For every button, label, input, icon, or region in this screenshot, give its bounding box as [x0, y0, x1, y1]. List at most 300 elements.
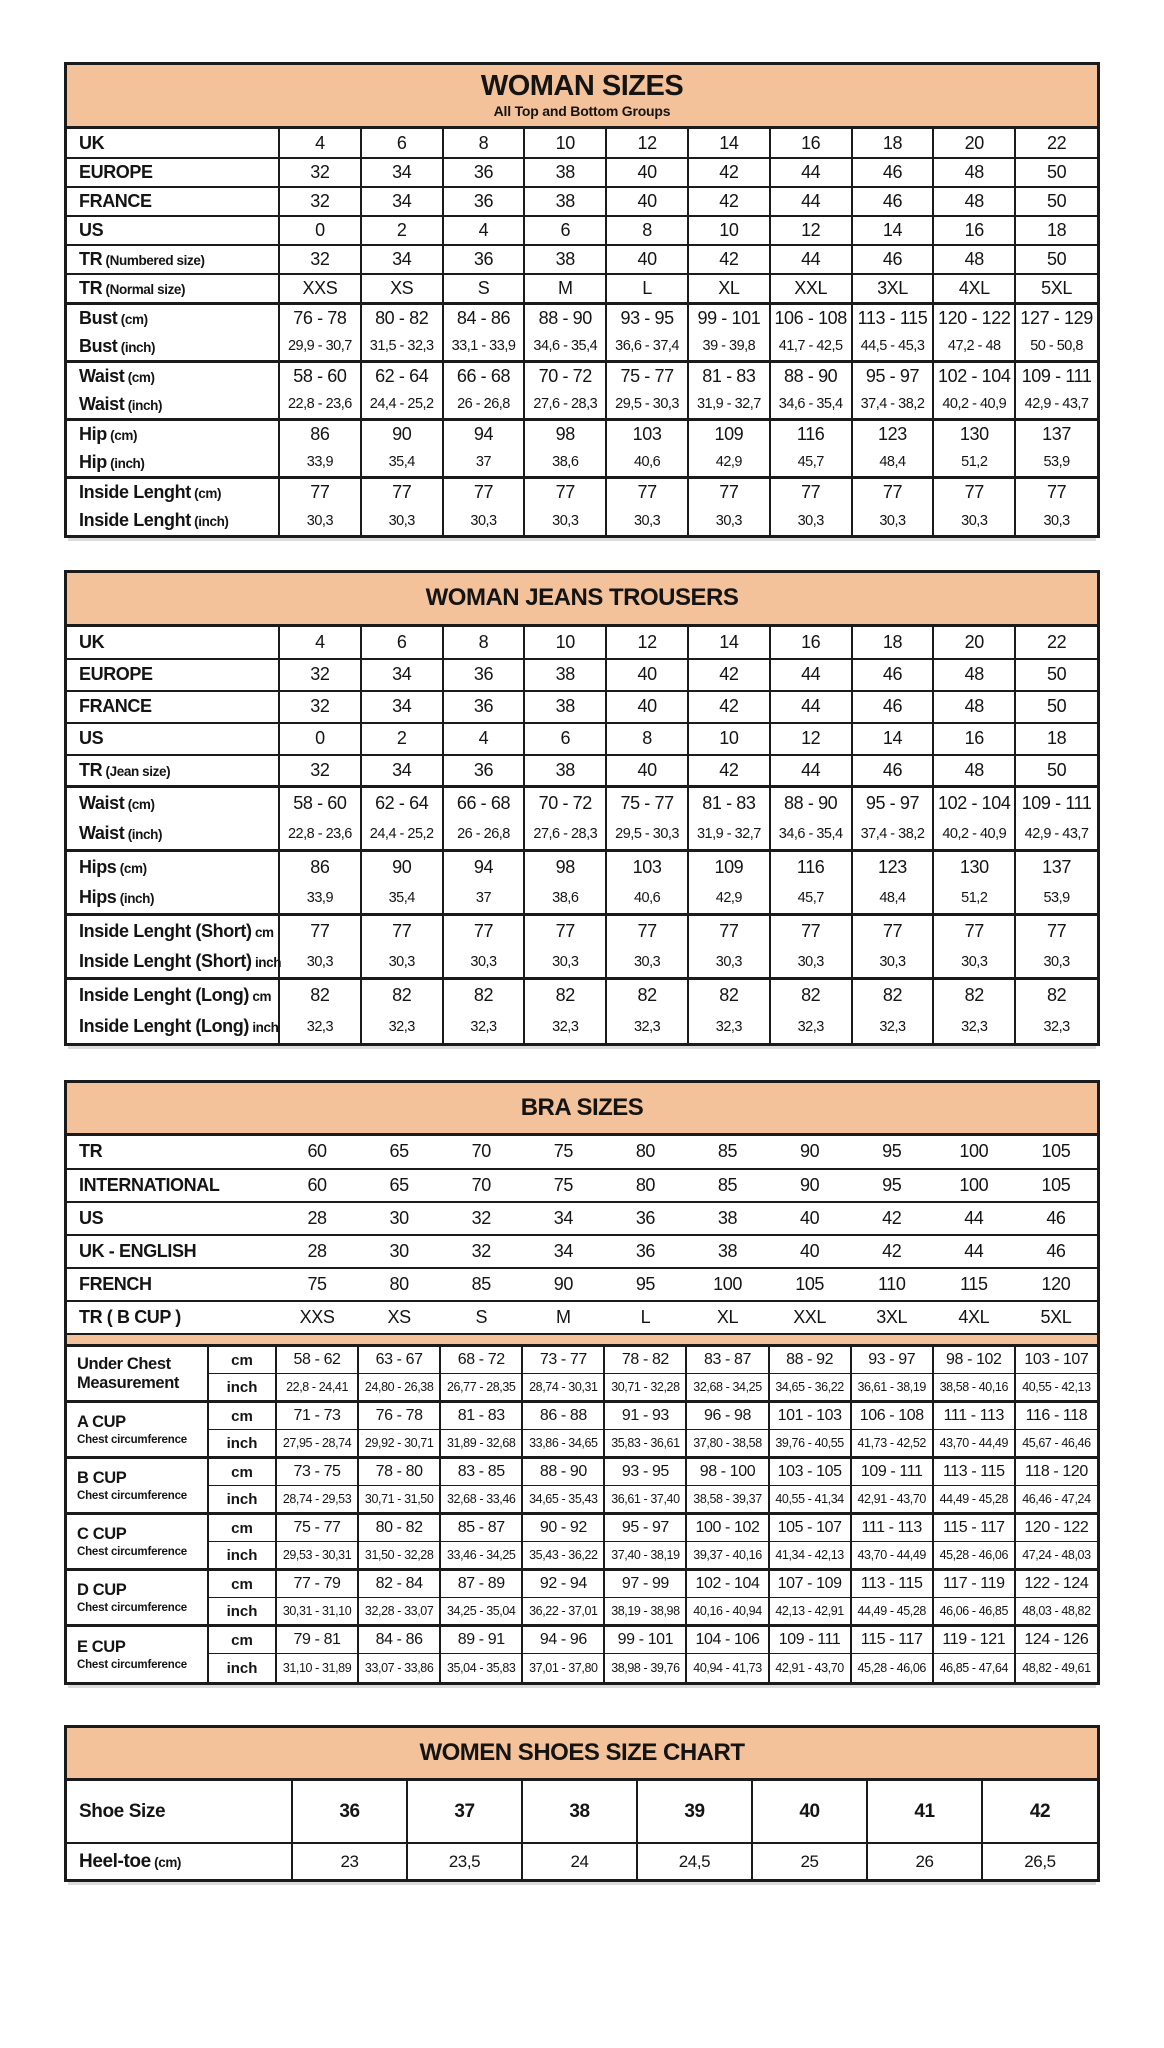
cell-value: 90 [522, 1268, 604, 1301]
cell-value: 30,3 [770, 947, 852, 979]
cell-value: 102 - 104 [686, 1570, 768, 1598]
row-label [67, 448, 279, 477]
cell-value: 95 [882, 1141, 902, 1162]
cell-value: 66 - 68 [443, 787, 525, 819]
cell-value: 30 [358, 1235, 440, 1268]
table-row [67, 819, 1097, 851]
unit-cell: inch [208, 1430, 276, 1458]
table-row [67, 1514, 1097, 1542]
cell-value: 137 [1015, 851, 1097, 883]
cell-value: 119 - 121 [933, 1626, 1015, 1654]
cell-value: 63 - 67 [358, 1346, 440, 1374]
cell-value: 32,68 - 33,46 [440, 1486, 522, 1514]
cell-value: 39 [637, 1781, 752, 1843]
row-label-unit: (cm) [124, 796, 155, 812]
cell-value: 46 [852, 158, 934, 187]
woman-jeans-title: WOMAN JEANS TROUSERS [425, 584, 739, 612]
woman-jeans-table [67, 627, 1097, 1043]
cell-value: 33,07 - 33,86 [358, 1654, 440, 1682]
cell-value: 30,3 [443, 506, 525, 535]
row-label-unit: (inch) [190, 514, 229, 530]
cell-value: 111 - 113 [851, 1514, 933, 1542]
cell-value: 40 [769, 1235, 851, 1268]
row-label-unit: (Normal size) [102, 282, 186, 298]
table-row [67, 659, 1097, 691]
cell-value: 3XL [851, 1301, 933, 1334]
cell-value: 24,4 - 25,2 [361, 819, 443, 851]
cell-value: 30,3 [1015, 947, 1097, 979]
table-row [67, 1301, 1097, 1334]
cell-value: 31,9 - 32,7 [688, 819, 770, 851]
cell-value: L [604, 1301, 686, 1334]
cell-value: 48,4 [852, 448, 934, 477]
cell-value: 83 - 87 [686, 1346, 768, 1374]
cell-value: 32 [279, 187, 361, 216]
cell-value: 36 [443, 691, 525, 723]
cell-value: 35,83 - 36,61 [604, 1430, 686, 1458]
cell-value: 81 - 83 [688, 787, 770, 819]
cell-value: 36,22 - 37,01 [522, 1598, 604, 1626]
cell-value: 101 - 103 [769, 1402, 851, 1430]
table-row [67, 915, 1097, 947]
cell-value: 33,9 [279, 883, 361, 915]
cell-value: 2 [361, 723, 443, 755]
cell-value: 30,71 - 32,28 [604, 1374, 686, 1402]
row-label [67, 1011, 279, 1043]
cell-value: 34,6 - 35,4 [524, 332, 606, 361]
cell-value: 98 [524, 851, 606, 883]
table-row [67, 1169, 1097, 1202]
measure-group-label [67, 1402, 208, 1458]
cell-value: 70 [440, 1169, 522, 1202]
woman-sizes-table [67, 129, 1097, 535]
measure-group-label [67, 1458, 208, 1514]
cell-value: 30,3 [606, 506, 688, 535]
cell-value: 46 [852, 245, 934, 274]
cell-value: 27,95 - 28,74 [276, 1430, 358, 1458]
cell-value: 44 [770, 691, 852, 723]
table-row [67, 1781, 1097, 1843]
cell-value: 32,3 [443, 1011, 525, 1043]
row-label [67, 1202, 276, 1235]
cell-value: 4XL [933, 274, 1015, 303]
cell-value: 77 [688, 915, 770, 947]
row-label-text: Waist [79, 792, 125, 813]
cell-value: 16 [933, 723, 1015, 755]
cell-value: 43,70 - 44,49 [933, 1430, 1015, 1458]
cell-value: 46 [1015, 1202, 1097, 1235]
row-label-text: Inside Lenght (Long) [79, 984, 249, 1005]
cell-value: 38,6 [524, 883, 606, 915]
cell-value: 93 - 95 [606, 303, 688, 332]
cell-value: 105 [769, 1268, 851, 1301]
row-label-unit: (Numbered size) [102, 253, 205, 269]
cell-value: 120 - 122 [933, 303, 1015, 332]
cell-value: 41,73 - 42,52 [851, 1430, 933, 1458]
cell-value: 42 [688, 187, 770, 216]
women-shoes-section [64, 1725, 1100, 1882]
table-row [67, 1268, 1097, 1301]
cell-value: 53,9 [1015, 883, 1097, 915]
cell-value: 42,91 - 43,70 [769, 1654, 851, 1682]
cell-value: 18 [852, 627, 934, 659]
cell-value: 98 - 102 [933, 1346, 1015, 1374]
cell-value: 109 - 111 [769, 1626, 851, 1654]
cell-value: 46,06 - 46,85 [933, 1598, 1015, 1626]
cell-value: XXL [769, 1301, 851, 1334]
cell-value: 33,9 [279, 448, 361, 477]
row-label-unit: (cm) [116, 860, 147, 876]
row-label-text: EUROPE [79, 162, 153, 183]
row-label [67, 1301, 276, 1334]
cell-value: 77 [524, 477, 606, 506]
cell-value: 115 [933, 1268, 1015, 1301]
cell-value: 30,3 [688, 506, 770, 535]
women-shoes-table [67, 1781, 1097, 1879]
cell-value: 37 [443, 883, 525, 915]
cell-value: 42,91 - 43,70 [851, 1486, 933, 1514]
cell-value: 28,74 - 30,31 [522, 1374, 604, 1402]
cell-value: 50 [1015, 691, 1097, 723]
row-label [67, 947, 282, 979]
cell-value: 34,65 - 35,43 [522, 1486, 604, 1514]
table-body [67, 1781, 1097, 1879]
cell-value: 76 - 78 [279, 303, 361, 332]
cell-value: 32,3 [279, 1011, 361, 1043]
cell-value: 36 [443, 245, 525, 274]
cell-value: 30 [358, 1202, 440, 1235]
cell-value: 77 [524, 915, 606, 947]
cell-value: 41,7 - 42,5 [770, 332, 852, 361]
cell-value: 12 [770, 723, 852, 755]
row-label [67, 691, 279, 723]
table-row [67, 1458, 1097, 1486]
cell-value: M [522, 1301, 604, 1334]
table-row [67, 1654, 1097, 1682]
table-row [67, 1430, 1097, 1458]
table-row [67, 1011, 1097, 1043]
cell-value: 65 [389, 1141, 409, 1162]
cell-value: 36,6 - 37,4 [606, 332, 688, 361]
cell-value: XS [358, 1301, 440, 1334]
row-label [67, 1268, 276, 1301]
cell-value: 130 [933, 851, 1015, 883]
row-label-text: Heel-toe [79, 1850, 151, 1872]
row-label [67, 216, 279, 245]
table-row [67, 158, 1097, 187]
cell-value: 31,5 - 32,3 [361, 332, 443, 361]
cell-value: 117 - 119 [933, 1570, 1015, 1598]
cell-value: 65 [358, 1169, 440, 1202]
measure-group-sub: Chest circumference [77, 1659, 187, 1672]
cell-value: 32,3 [1015, 1011, 1097, 1043]
cell-value: 87 - 89 [440, 1570, 522, 1598]
cell-value: 40 [606, 755, 688, 787]
cell-value: 31,50 - 32,28 [358, 1542, 440, 1570]
table-row [67, 303, 1097, 332]
table-body [67, 1136, 1097, 1682]
cell-value: 31,10 - 31,89 [276, 1654, 358, 1682]
cell-value: 77 [361, 915, 443, 947]
cell-value: 37 [407, 1781, 522, 1843]
cell-value: 84 - 86 [443, 303, 525, 332]
cell-value: 40 [606, 187, 688, 216]
cell-value: 82 - 84 [358, 1570, 440, 1598]
cell-value: 92 - 94 [522, 1570, 604, 1598]
cell-value: 36 [443, 187, 525, 216]
table-row [67, 1570, 1097, 1598]
cell-value: 32 [440, 1202, 522, 1235]
cell-value: 82 [606, 979, 688, 1011]
bra-sizes-title: BRA SIZES [520, 1093, 644, 1121]
measure-group-label [67, 1514, 208, 1570]
cell-value: 8 [443, 627, 525, 659]
cell-value: 46 [852, 659, 934, 691]
cell-value: 40,2 - 40,9 [933, 390, 1015, 419]
unit-cell: cm [208, 1626, 276, 1654]
cell-value: 80 [635, 1141, 656, 1162]
cell-value: 88 - 90 [522, 1458, 604, 1486]
cell-value: 36 [292, 1781, 407, 1843]
cell-value: 77 [361, 477, 443, 506]
row-label [67, 1169, 276, 1202]
cell-value: 48,03 - 48,82 [1015, 1598, 1097, 1626]
women-shoes-title: WOMEN SHOES SIZE CHART [419, 1738, 745, 1766]
measure-group-label [67, 1626, 208, 1682]
cell-value: 32 [440, 1235, 522, 1268]
cell-value: 39,37 - 40,16 [686, 1542, 768, 1570]
cell-value: 93 - 95 [604, 1458, 686, 1486]
cell-value: 29,5 - 30,3 [606, 390, 688, 419]
cell-value: 103 [606, 419, 688, 448]
cell-value: 95 [851, 1169, 933, 1202]
cell-value: 26,5 [982, 1843, 1097, 1879]
cell-value: 26 - 26,8 [443, 819, 525, 851]
table-row [67, 274, 1097, 303]
row-label-text: INTERNATIONAL [79, 1174, 220, 1195]
cell-value: 38 [686, 1235, 768, 1268]
cell-value: 42,9 [688, 883, 770, 915]
row-label [67, 506, 279, 535]
row-label-unit: inch [251, 955, 282, 971]
row-label-unit: (cm) [150, 1854, 182, 1870]
cell-value: 76 - 78 [358, 1402, 440, 1430]
cell-value: 40 [769, 1202, 851, 1235]
cell-value: 48 [933, 158, 1015, 187]
cell-value: 103 [606, 851, 688, 883]
cell-value: 84 - 86 [358, 1626, 440, 1654]
measure-group-name: D CUP [77, 1581, 127, 1600]
measure-group-label [67, 1346, 208, 1402]
cell-value: 77 [688, 477, 770, 506]
table-row [67, 332, 1097, 361]
woman-jeans-section [64, 570, 1100, 1045]
cell-value: 38 [522, 1781, 637, 1843]
cell-value: 38,58 - 40,16 [933, 1374, 1015, 1402]
cell-value: 82 [1015, 979, 1097, 1011]
cell-value: 32 [279, 755, 361, 787]
table-row [67, 390, 1097, 419]
cell-value: 75 [553, 1141, 573, 1162]
cell-value: 77 [933, 477, 1015, 506]
cell-value: 14 [852, 723, 934, 755]
cell-value: 85 [717, 1141, 738, 1162]
cell-value: 88 - 90 [770, 787, 852, 819]
cell-value: 37,01 - 37,80 [522, 1654, 604, 1682]
cell-value: 30,3 [361, 506, 443, 535]
row-label [67, 883, 279, 915]
cell-value: 50 - 50,8 [1015, 332, 1097, 361]
cell-value: 0 [279, 723, 361, 755]
cell-value: 10 [688, 723, 770, 755]
cell-value: 36 [443, 158, 525, 187]
bra-sizes-section [64, 1080, 1100, 1685]
cell-value: 32,28 - 33,07 [358, 1598, 440, 1626]
cell-value: 39 - 39,8 [688, 332, 770, 361]
cell-value: 50 [1015, 158, 1097, 187]
cell-value: 30,3 [933, 947, 1015, 979]
cell-value: 103 - 105 [769, 1458, 851, 1486]
cell-value: 94 - 96 [522, 1626, 604, 1654]
cell-value: 45,28 - 46,06 [933, 1542, 1015, 1570]
row-label-text: Shoe Size [79, 1800, 166, 1822]
table-row [67, 1235, 1097, 1268]
cell-value: 77 [852, 477, 934, 506]
cell-value: 82 [279, 979, 361, 1011]
cell-value: 88 - 92 [769, 1346, 851, 1374]
cell-value: 124 - 126 [1015, 1626, 1097, 1654]
row-label-text: Hip [79, 451, 107, 472]
cell-value: 16 [770, 627, 852, 659]
cell-value: 36 [443, 755, 525, 787]
row-label-text: US [79, 220, 104, 241]
cell-value: 51,2 [933, 448, 1015, 477]
cell-value: 34 [361, 659, 443, 691]
cell-value: XXS [276, 1301, 358, 1334]
cell-value: 42 [688, 245, 770, 274]
cell-value: 30,3 [852, 506, 934, 535]
cell-value: 38 [524, 245, 606, 274]
cell-value: 66 - 68 [443, 361, 525, 390]
cell-value: 123 [852, 419, 934, 448]
cell-value: 41,34 - 42,13 [769, 1542, 851, 1570]
row-label-unit: (cm) [124, 370, 155, 386]
cell-value: 24,80 - 26,38 [358, 1374, 440, 1402]
table-row [67, 448, 1097, 477]
cell-value: 77 [770, 477, 852, 506]
cell-value: 35,04 - 35,83 [440, 1654, 522, 1682]
cell-value: 42 [982, 1781, 1097, 1843]
cell-value: 32,68 - 34,25 [686, 1374, 768, 1402]
cell-value: 93 - 97 [851, 1346, 933, 1374]
table-row [67, 1542, 1097, 1570]
row-label-text: UK - ENGLISH [79, 1240, 197, 1261]
row-label-text: Inside Lenght [79, 482, 191, 503]
cell-value: XXS [279, 274, 361, 303]
cell-value: 113 - 115 [852, 303, 934, 332]
table-row [67, 1136, 1097, 1169]
row-label [67, 477, 279, 506]
cell-value: 95 - 97 [852, 361, 934, 390]
row-label-unit: (cm) [190, 486, 222, 502]
cell-value: 42 [688, 755, 770, 787]
unit-cell: cm [208, 1514, 276, 1542]
cell-value: 109 - 111 [1015, 787, 1097, 819]
cell-value: 127 - 129 [1015, 303, 1097, 332]
cell-value: 30,3 [279, 506, 361, 535]
row-label [67, 819, 279, 851]
cell-value: 82 [770, 979, 852, 1011]
cell-value: 30,3 [606, 947, 688, 979]
measure-group-sub: Chest circumference [77, 1490, 187, 1503]
measure-group-name: Under Chest Measurement [77, 1354, 179, 1392]
cell-value: 32 [279, 245, 361, 274]
divider-band [67, 1334, 1097, 1346]
woman-sizes-header [67, 65, 1097, 129]
cell-value: 80 [358, 1268, 440, 1301]
cell-value: 27,6 - 28,3 [524, 819, 606, 851]
cell-value: 8 [606, 216, 688, 245]
table-row [67, 755, 1097, 787]
cell-value: 33,86 - 34,65 [522, 1430, 604, 1458]
cell-value: 81 - 83 [688, 361, 770, 390]
cell-value: 77 [852, 915, 934, 947]
cell-value: 62 - 64 [361, 361, 443, 390]
cell-value: 50 [1015, 245, 1097, 274]
cell-value: 44 [770, 245, 852, 274]
row-label-text: Hip [79, 424, 107, 445]
cell-value: 107 - 109 [769, 1570, 851, 1598]
row-label-text: Inside Lenght (Short) [79, 951, 252, 972]
cell-value: 75 [522, 1169, 604, 1202]
cell-value: 14 [852, 216, 934, 245]
cell-value: 45,28 - 46,06 [851, 1654, 933, 1682]
cell-value: 38,98 - 39,76 [604, 1654, 686, 1682]
cell-value: 46 [1015, 1235, 1097, 1268]
cell-value: 44,49 - 45,28 [851, 1598, 933, 1626]
cell-value: 80 [604, 1169, 686, 1202]
cell-value: 47,24 - 48,03 [1015, 1542, 1097, 1570]
cell-value: 34,6 - 35,4 [770, 390, 852, 419]
row-label-text: TR [79, 1141, 103, 1162]
cell-value: 122 - 124 [1015, 1570, 1097, 1598]
cell-value: 53,9 [1015, 448, 1097, 477]
cell-value: 116 - 118 [1015, 1402, 1097, 1430]
table-row [67, 245, 1097, 274]
cell-value: 45,7 [770, 883, 852, 915]
cell-value: 40,2 - 40,9 [933, 819, 1015, 851]
cell-value: 34 [522, 1202, 604, 1235]
cell-value: 23,5 [407, 1843, 522, 1879]
cell-value: 44,49 - 45,28 [933, 1486, 1015, 1514]
women-shoes-header [67, 1728, 1097, 1781]
cell-value: 34,6 - 35,4 [770, 819, 852, 851]
cell-value: 77 [1015, 477, 1097, 506]
measure-group-name: E CUP [77, 1638, 126, 1657]
cell-value: 37,40 - 38,19 [604, 1542, 686, 1570]
cell-value: 77 [606, 477, 688, 506]
cell-value: 100 [959, 1141, 989, 1162]
row-label [67, 1781, 292, 1843]
unit-cell: inch [208, 1374, 276, 1402]
cell-value: 88 - 90 [770, 361, 852, 390]
cell-value: 2 [361, 216, 443, 245]
measure-group-sub: Chest circumference [77, 1546, 187, 1559]
cell-value: 46 [852, 187, 934, 216]
row-label-unit: inch [248, 1020, 279, 1036]
table-row [67, 187, 1097, 216]
cell-value: 85 - 87 [440, 1514, 522, 1542]
